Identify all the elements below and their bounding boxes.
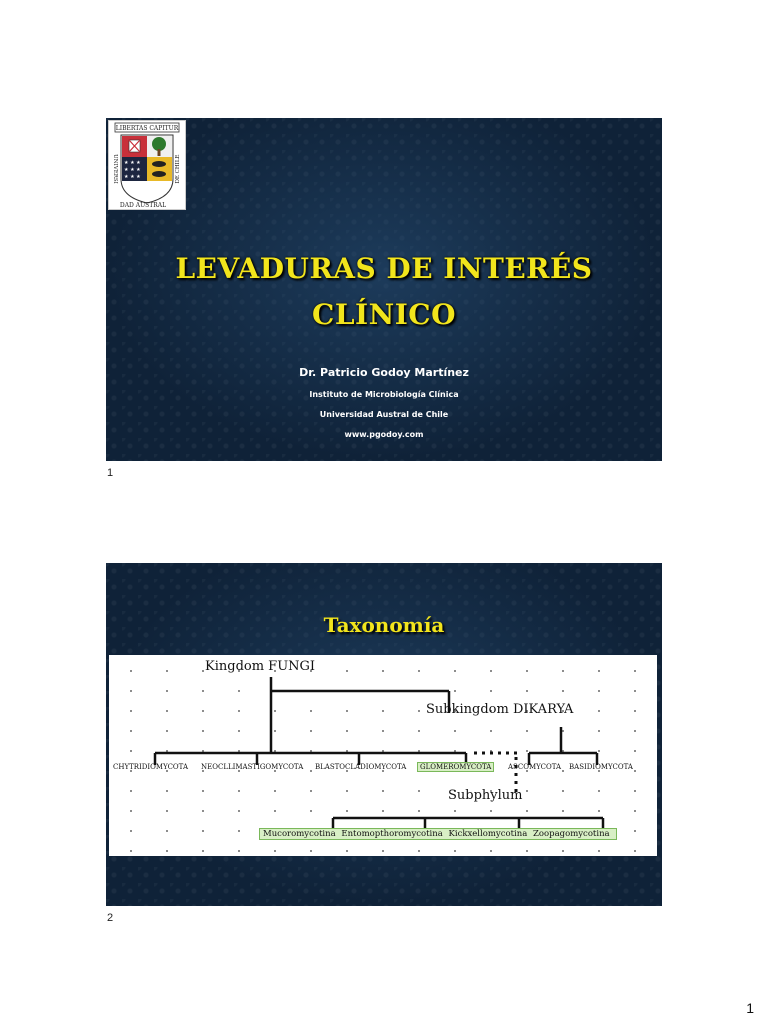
- subphyla-highlight-row: [259, 828, 617, 840]
- svg-text:★ ★ ★: ★ ★ ★: [124, 160, 141, 166]
- slide-2: [106, 563, 662, 906]
- glomeromycota-highlight: GLOMEROMYCOTA: [417, 762, 494, 772]
- slide-title: Taxonomía: [323, 613, 445, 637]
- phylum-label: BASIDIOMYCOTA: [569, 763, 633, 771]
- title-line-2: CLÍNICO: [312, 298, 456, 331]
- svg-text:★ ★ ★: ★ ★ ★: [124, 174, 141, 180]
- website-link[interactable]: www.pgodoy.com: [344, 430, 424, 439]
- taxonomy-diagram: [109, 655, 657, 856]
- taxonomy-tree-lines: [109, 655, 657, 856]
- author-name: Dr. Patricio Godoy Martínez: [299, 366, 469, 379]
- slide-number-2: 2: [107, 912, 114, 924]
- subphylum-item: Zoopagomycotina: [532, 829, 610, 839]
- title-line-1: LEVADURAS DE INTERÉS: [175, 252, 593, 285]
- svg-text:★ ★ ★: ★ ★ ★: [124, 167, 141, 173]
- kingdom-label: Kingdom FUNGI: [205, 659, 316, 674]
- subphylum-item: Mucoromycotina: [263, 829, 336, 839]
- university-crest-logo: [108, 120, 186, 210]
- crest-legend-left: UNIVERSI: [112, 154, 118, 184]
- crest-legend-right: DE CHILE: [175, 154, 181, 184]
- subphylum-item: Entomopthoromycotina: [341, 829, 443, 839]
- slide-1: [106, 118, 662, 461]
- phylum-label: BLASTOCLADIOMYCOTA: [315, 763, 407, 771]
- phylum-label: NEOCLLIMASTIGOMYCOTA: [201, 763, 304, 771]
- slide-number-1: 1: [107, 467, 114, 479]
- phylum-label: CHYTRIDIOMYCOTA: [113, 763, 189, 771]
- phylum-label-highlighted: [417, 763, 494, 771]
- subphylum-item: Kickxellomycotina: [448, 829, 528, 839]
- subkingdom-label: Subkingdom DIKARYA: [426, 702, 574, 717]
- phylum-label: ASCOMYCOTA: [508, 763, 562, 771]
- page-number: 1: [746, 1000, 754, 1016]
- university-name: Universidad Austral de Chile: [319, 410, 449, 419]
- crest-motto: LIBERTAS CAPITUR: [115, 125, 179, 132]
- institute-name: Instituto de Microbiología Clínica: [309, 390, 459, 399]
- subphylum-label: Subphylum: [448, 788, 523, 803]
- crest-legend-bottom: DAD AUSTRAL: [119, 202, 167, 209]
